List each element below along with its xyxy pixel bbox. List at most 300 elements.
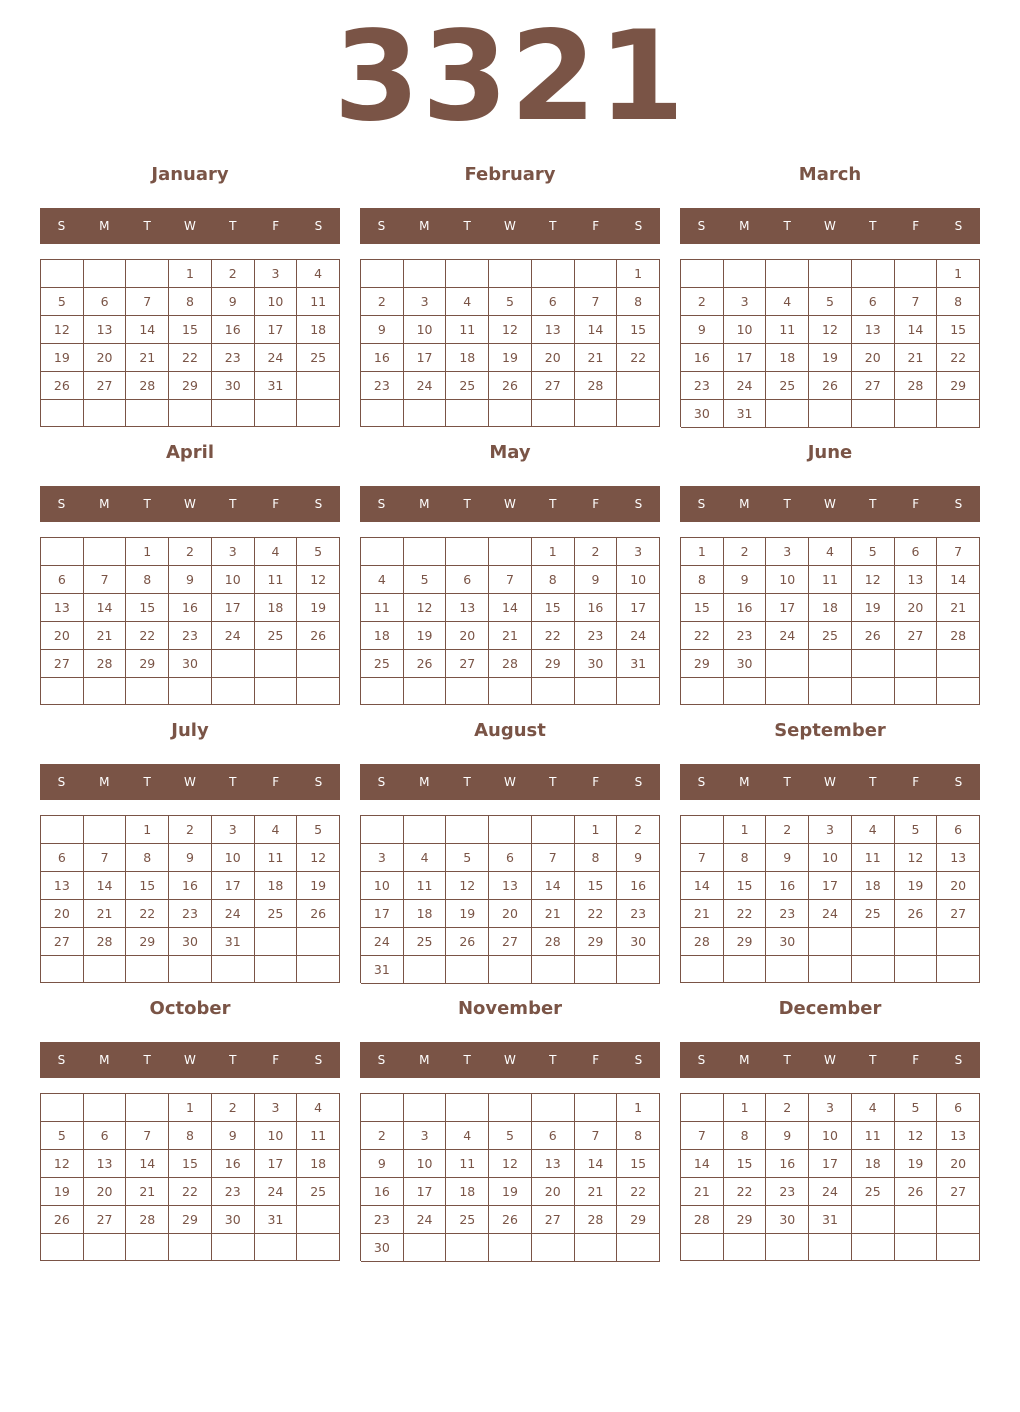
day-cell: 4 <box>852 1094 895 1122</box>
weekday-label: F <box>592 219 600 233</box>
day-cell: 19 <box>404 622 447 650</box>
empty-day-cell <box>255 650 298 678</box>
empty-day-cell <box>681 956 724 983</box>
weekday-label: F <box>912 219 920 233</box>
month-name: August <box>474 720 546 741</box>
year-title: 3321 <box>333 5 687 149</box>
empty-day-cell <box>297 928 340 956</box>
weekday-label: M <box>99 1053 110 1067</box>
day-cell: 24 <box>212 622 255 650</box>
empty-day-cell <box>41 956 84 983</box>
empty-day-cell <box>575 400 618 427</box>
day-cell: 2 <box>681 288 724 316</box>
day-cell: 29 <box>169 372 212 400</box>
weekday-label: F <box>592 1053 600 1067</box>
day-cell: 24 <box>724 372 767 400</box>
empty-day-cell <box>681 816 724 844</box>
day-cell: 27 <box>895 622 938 650</box>
day-cell: 30 <box>212 372 255 400</box>
day-cell: 22 <box>681 622 724 650</box>
day-cell: 4 <box>446 1122 489 1150</box>
month-name: January <box>151 164 229 185</box>
day-cell: 5 <box>895 816 938 844</box>
day-cell: 10 <box>212 566 255 594</box>
empty-day-cell <box>361 1094 404 1122</box>
empty-day-cell <box>895 678 938 705</box>
empty-day-cell <box>489 816 532 844</box>
day-cell: 17 <box>404 344 447 372</box>
weekday-label: T <box>143 219 151 233</box>
weekday-label: S <box>57 497 66 511</box>
day-cell: 20 <box>446 622 489 650</box>
day-cell: 18 <box>255 872 298 900</box>
day-cell: 17 <box>404 1178 447 1206</box>
day-cell: 30 <box>361 1234 404 1262</box>
day-cell: 24 <box>809 1178 852 1206</box>
empty-day-cell <box>766 1234 809 1261</box>
empty-day-cell <box>297 400 340 427</box>
day-cell: 16 <box>169 594 212 622</box>
weekday-header <box>360 208 660 244</box>
day-cell: 22 <box>724 900 767 928</box>
day-cell: 10 <box>255 288 298 316</box>
day-cell: 26 <box>895 900 938 928</box>
weekday-label: S <box>634 497 643 511</box>
empty-day-cell <box>361 538 404 566</box>
day-grid <box>40 259 340 427</box>
day-cell: 6 <box>937 1094 980 1122</box>
empty-day-cell <box>84 816 127 844</box>
day-cell: 13 <box>852 316 895 344</box>
weekday-label: M <box>419 775 430 789</box>
month-name: May <box>489 442 531 463</box>
day-cell: 15 <box>532 594 575 622</box>
weekday-label: S <box>954 1053 963 1067</box>
day-cell: 22 <box>169 344 212 372</box>
empty-day-cell <box>937 956 980 983</box>
empty-day-cell <box>532 260 575 288</box>
empty-day-cell <box>404 1094 447 1122</box>
empty-day-cell <box>766 400 809 428</box>
day-cell: 8 <box>937 288 980 316</box>
weekday-label: T <box>463 497 471 511</box>
empty-day-cell <box>404 816 447 844</box>
day-cell: 17 <box>724 344 767 372</box>
day-cell: 21 <box>575 344 618 372</box>
weekday-header <box>40 764 340 800</box>
empty-day-cell <box>84 678 127 705</box>
weekday-label: W <box>824 1053 836 1067</box>
day-cell: 21 <box>126 344 169 372</box>
day-cell: 30 <box>169 928 212 956</box>
day-cell: 16 <box>575 594 618 622</box>
day-cell: 13 <box>489 872 532 900</box>
day-cell: 23 <box>169 622 212 650</box>
empty-day-cell <box>724 260 767 288</box>
day-cell: 2 <box>169 538 212 566</box>
empty-day-cell <box>489 400 532 427</box>
day-cell: 1 <box>724 1094 767 1122</box>
day-cell: 14 <box>575 316 618 344</box>
empty-day-cell <box>41 260 84 288</box>
day-cell: 6 <box>895 538 938 566</box>
day-cell: 21 <box>489 622 532 650</box>
day-cell: 30 <box>766 1206 809 1234</box>
day-cell: 17 <box>255 1150 298 1178</box>
day-cell: 7 <box>126 1122 169 1150</box>
day-cell: 2 <box>212 1094 255 1122</box>
day-cell: 19 <box>489 1178 532 1206</box>
empty-day-cell <box>489 1234 532 1262</box>
day-cell: 19 <box>895 872 938 900</box>
day-cell: 26 <box>404 650 447 678</box>
day-cell: 8 <box>169 288 212 316</box>
weekday-label: T <box>549 497 557 511</box>
day-cell: 9 <box>361 1150 404 1178</box>
weekday-label: F <box>272 1053 280 1067</box>
empty-day-cell <box>212 678 255 705</box>
empty-day-cell <box>489 1094 532 1122</box>
empty-day-cell <box>617 400 660 427</box>
day-cell: 27 <box>84 1206 127 1234</box>
empty-day-cell <box>766 956 809 983</box>
empty-day-cell <box>489 678 532 705</box>
empty-day-cell <box>532 956 575 984</box>
day-cell: 13 <box>84 316 127 344</box>
weekday-label: S <box>954 219 963 233</box>
day-cell: 5 <box>297 538 340 566</box>
empty-day-cell <box>895 650 938 678</box>
day-cell: 11 <box>255 844 298 872</box>
month-march <box>680 162 980 427</box>
day-cell: 24 <box>361 928 404 956</box>
day-cell: 26 <box>297 622 340 650</box>
day-cell: 31 <box>361 956 404 984</box>
empty-day-cell <box>681 1094 724 1122</box>
day-cell: 29 <box>169 1206 212 1234</box>
empty-day-cell <box>852 260 895 288</box>
day-cell: 16 <box>361 1178 404 1206</box>
day-cell: 28 <box>575 1206 618 1234</box>
empty-day-cell <box>126 678 169 705</box>
empty-day-cell <box>361 400 404 427</box>
day-cell: 15 <box>169 1150 212 1178</box>
weekday-header <box>360 764 660 800</box>
day-cell: 8 <box>532 566 575 594</box>
day-cell: 26 <box>852 622 895 650</box>
day-cell: 18 <box>404 900 447 928</box>
day-cell: 1 <box>575 816 618 844</box>
day-cell: 26 <box>297 900 340 928</box>
weekday-label: W <box>504 497 516 511</box>
empty-day-cell <box>361 260 404 288</box>
weekday-header <box>680 208 980 244</box>
day-cell: 28 <box>895 372 938 400</box>
empty-day-cell <box>852 928 895 956</box>
day-cell: 31 <box>724 400 767 428</box>
day-cell: 29 <box>126 928 169 956</box>
weekday-label: S <box>57 219 66 233</box>
weekday-label: S <box>954 775 963 789</box>
day-cell: 11 <box>297 288 340 316</box>
day-cell: 5 <box>41 1122 84 1150</box>
day-cell: 5 <box>41 288 84 316</box>
weekday-label: S <box>634 775 643 789</box>
day-cell: 18 <box>446 1178 489 1206</box>
day-cell: 1 <box>724 816 767 844</box>
day-cell: 5 <box>852 538 895 566</box>
day-cell: 27 <box>852 372 895 400</box>
weekday-header <box>680 764 980 800</box>
empty-day-cell <box>255 928 298 956</box>
day-cell: 3 <box>255 260 298 288</box>
day-cell: 19 <box>41 1178 84 1206</box>
day-cell: 18 <box>255 594 298 622</box>
weekday-label: M <box>419 497 430 511</box>
day-cell: 17 <box>809 1150 852 1178</box>
weekday-label: S <box>954 497 963 511</box>
empty-day-cell <box>532 1234 575 1262</box>
day-cell: 23 <box>617 900 660 928</box>
day-cell: 6 <box>532 288 575 316</box>
day-cell: 20 <box>41 622 84 650</box>
day-cell: 3 <box>404 288 447 316</box>
day-cell: 13 <box>937 844 980 872</box>
day-cell: 2 <box>766 1094 809 1122</box>
day-cell: 3 <box>766 538 809 566</box>
empty-day-cell <box>41 538 84 566</box>
weekday-label: S <box>314 1053 323 1067</box>
day-cell: 1 <box>126 816 169 844</box>
month-november <box>360 996 660 1261</box>
day-cell: 20 <box>532 1178 575 1206</box>
day-cell: 15 <box>126 594 169 622</box>
day-cell: 19 <box>297 594 340 622</box>
day-cell: 13 <box>446 594 489 622</box>
month-name: September <box>774 720 886 741</box>
empty-day-cell <box>809 1234 852 1261</box>
day-cell: 16 <box>681 344 724 372</box>
weekday-label: F <box>912 1053 920 1067</box>
day-cell: 12 <box>297 566 340 594</box>
empty-day-cell <box>84 956 127 983</box>
weekday-label: F <box>912 775 920 789</box>
day-cell: 4 <box>297 260 340 288</box>
day-cell: 12 <box>446 872 489 900</box>
empty-day-cell <box>937 650 980 678</box>
day-cell: 29 <box>617 1206 660 1234</box>
day-cell: 15 <box>724 872 767 900</box>
day-cell: 4 <box>446 288 489 316</box>
day-cell: 10 <box>809 1122 852 1150</box>
day-cell: 27 <box>41 928 84 956</box>
day-cell: 30 <box>575 650 618 678</box>
weekday-label: T <box>869 1053 877 1067</box>
day-cell: 7 <box>575 1122 618 1150</box>
day-cell: 30 <box>681 400 724 428</box>
day-cell: 9 <box>681 316 724 344</box>
empty-day-cell <box>84 260 127 288</box>
empty-day-cell <box>404 1234 447 1262</box>
day-cell: 11 <box>809 566 852 594</box>
day-cell: 26 <box>41 372 84 400</box>
empty-day-cell <box>446 678 489 705</box>
empty-day-cell <box>852 400 895 428</box>
empty-day-cell <box>126 400 169 427</box>
day-cell: 17 <box>617 594 660 622</box>
day-cell: 13 <box>532 316 575 344</box>
day-cell: 28 <box>84 650 127 678</box>
weekday-label: T <box>463 219 471 233</box>
empty-day-cell <box>532 816 575 844</box>
weekday-label: F <box>272 775 280 789</box>
month-february <box>360 162 660 427</box>
day-cell: 21 <box>84 900 127 928</box>
day-cell: 22 <box>617 1178 660 1206</box>
empty-day-cell <box>446 400 489 427</box>
day-cell: 6 <box>937 816 980 844</box>
day-grid <box>680 1093 980 1261</box>
day-cell: 25 <box>852 900 895 928</box>
month-august <box>360 718 660 983</box>
day-cell: 8 <box>126 844 169 872</box>
day-cell: 5 <box>297 816 340 844</box>
empty-day-cell <box>446 260 489 288</box>
weekday-label: T <box>229 219 237 233</box>
day-cell: 29 <box>126 650 169 678</box>
weekday-label: W <box>824 219 836 233</box>
weekday-label: W <box>824 497 836 511</box>
empty-day-cell <box>446 538 489 566</box>
day-cell: 11 <box>766 316 809 344</box>
day-cell: 3 <box>809 1094 852 1122</box>
day-cell: 21 <box>895 344 938 372</box>
month-name: October <box>149 998 231 1019</box>
day-cell: 17 <box>212 594 255 622</box>
day-cell: 23 <box>575 622 618 650</box>
weekday-label: M <box>739 497 750 511</box>
day-cell: 30 <box>766 928 809 956</box>
day-cell: 16 <box>617 872 660 900</box>
empty-day-cell <box>575 260 618 288</box>
empty-day-cell <box>255 678 298 705</box>
empty-day-cell <box>532 678 575 705</box>
day-cell: 5 <box>489 288 532 316</box>
day-cell: 22 <box>724 1178 767 1206</box>
month-october <box>40 996 340 1261</box>
day-cell: 6 <box>446 566 489 594</box>
empty-day-cell <box>895 1234 938 1261</box>
day-cell: 21 <box>681 1178 724 1206</box>
empty-day-cell <box>126 260 169 288</box>
empty-day-cell <box>766 678 809 705</box>
weekday-label: S <box>634 1053 643 1067</box>
day-cell: 20 <box>937 1150 980 1178</box>
day-cell: 12 <box>895 1122 938 1150</box>
day-cell: 30 <box>212 1206 255 1234</box>
weekday-label: F <box>272 497 280 511</box>
empty-day-cell <box>41 1234 84 1261</box>
weekday-label: S <box>57 1053 66 1067</box>
day-cell: 28 <box>532 928 575 956</box>
day-cell: 5 <box>895 1094 938 1122</box>
day-cell: 28 <box>681 928 724 956</box>
day-cell: 16 <box>361 344 404 372</box>
day-cell: 10 <box>766 566 809 594</box>
day-cell: 26 <box>895 1178 938 1206</box>
day-cell: 5 <box>809 288 852 316</box>
day-cell: 3 <box>212 538 255 566</box>
empty-day-cell <box>575 1234 618 1262</box>
day-cell: 20 <box>852 344 895 372</box>
day-cell: 16 <box>766 872 809 900</box>
day-cell: 25 <box>766 372 809 400</box>
day-cell: 22 <box>617 344 660 372</box>
day-cell: 18 <box>809 594 852 622</box>
month-name: July <box>171 720 209 741</box>
day-cell: 23 <box>169 900 212 928</box>
day-cell: 14 <box>84 872 127 900</box>
day-cell: 14 <box>126 316 169 344</box>
day-cell: 27 <box>446 650 489 678</box>
day-cell: 21 <box>681 900 724 928</box>
day-cell: 18 <box>766 344 809 372</box>
empty-day-cell <box>724 678 767 705</box>
weekday-label: F <box>592 775 600 789</box>
empty-day-cell <box>255 400 298 427</box>
day-cell: 28 <box>126 372 169 400</box>
weekday-label: S <box>377 497 386 511</box>
day-cell: 12 <box>404 594 447 622</box>
weekday-label: M <box>99 219 110 233</box>
day-cell: 4 <box>852 816 895 844</box>
day-cell: 6 <box>84 288 127 316</box>
weekday-label: T <box>229 775 237 789</box>
day-cell: 27 <box>532 1206 575 1234</box>
day-cell: 29 <box>532 650 575 678</box>
empty-day-cell <box>895 928 938 956</box>
empty-day-cell <box>937 928 980 956</box>
day-cell: 3 <box>212 816 255 844</box>
empty-day-cell <box>404 678 447 705</box>
day-cell: 24 <box>404 1206 447 1234</box>
empty-day-cell <box>617 372 660 400</box>
day-cell: 25 <box>446 1206 489 1234</box>
day-cell: 23 <box>766 1178 809 1206</box>
day-cell: 29 <box>937 372 980 400</box>
day-cell: 23 <box>212 344 255 372</box>
day-cell: 29 <box>724 1206 767 1234</box>
weekday-label: M <box>99 497 110 511</box>
day-cell: 16 <box>169 872 212 900</box>
day-cell: 24 <box>809 900 852 928</box>
empty-day-cell <box>297 956 340 983</box>
empty-day-cell <box>575 678 618 705</box>
day-cell: 25 <box>852 1178 895 1206</box>
day-cell: 4 <box>255 538 298 566</box>
day-cell: 11 <box>297 1122 340 1150</box>
day-cell: 15 <box>617 1150 660 1178</box>
weekday-label: T <box>143 1053 151 1067</box>
day-cell: 14 <box>532 872 575 900</box>
day-cell: 13 <box>41 872 84 900</box>
day-cell: 8 <box>724 1122 767 1150</box>
day-cell: 14 <box>681 872 724 900</box>
weekday-label: S <box>377 775 386 789</box>
empty-day-cell <box>404 956 447 984</box>
day-cell: 15 <box>126 872 169 900</box>
day-cell: 27 <box>937 900 980 928</box>
